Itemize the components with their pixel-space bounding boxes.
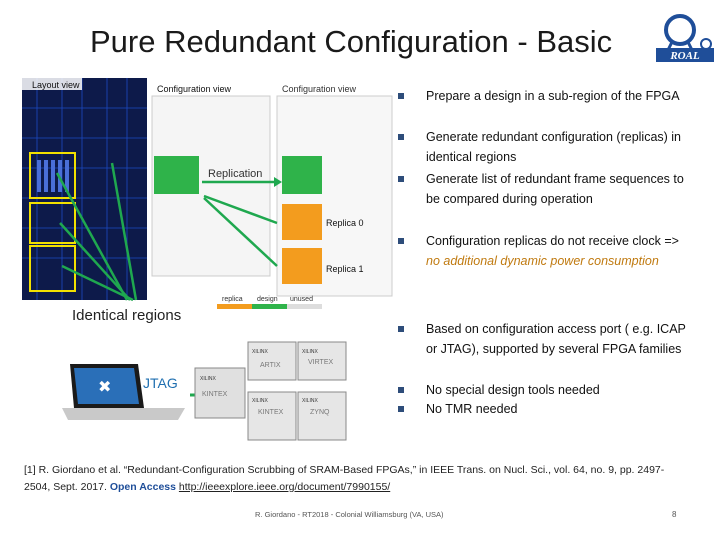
bullet-marker [398,406,404,412]
page-number: 8 [672,510,677,519]
svg-text:ARTIX: ARTIX [260,362,281,369]
bullet-text: Generate redundant configuration (replicas) in identical regions [426,130,682,164]
config-view-label-1: Configuration view [157,84,232,94]
svg-text:VIRTEX: VIRTEX [308,359,334,366]
jtag-label: JTAG [143,375,178,391]
replica1-label: Replica 1 [326,264,364,274]
bullet-text: No special design tools needed [426,383,600,397]
design-block-2 [282,156,322,194]
replica0-label: Replica 0 [326,218,364,228]
legend-replica: replica [222,296,243,303]
svg-text:XILINX: XILINX [252,398,268,404]
svg-text:XILINX: XILINX [302,398,318,404]
bullet-marker [398,387,404,393]
reference-text: [1] R. Giordano et al. “Redundant-Configuration Scrubbing of SRAM-Based FPGAs,” in IEEE Trans. on Nucl. Sci., vol. 64, no. 9, pp. 2497-2504, Sept. 2017. [24,464,665,493]
svg-text:XILINX: XILINX [200,376,216,382]
bullet-marker [398,93,404,99]
chip-kintex [248,392,296,440]
bullet-text: No TMR needed [426,402,518,416]
replica1-block [282,248,322,284]
reference [24,462,684,496]
legend-design: design [257,296,278,303]
svg-text:XILINX: XILINX [252,349,268,355]
bullet-text: Generate list of redundant frame sequences to be compared during operation [426,172,684,206]
svg-text:XILINX: XILINX [302,349,318,355]
bullet-marker [398,326,404,332]
bullet-marker [398,238,404,244]
replication-label: Replication [208,168,263,180]
design-block [154,156,199,194]
config-view-label-2: Configuration view [282,84,357,94]
chip-artix [248,342,296,380]
svg-text:ZYNQ: ZYNQ [310,409,330,416]
bullet-text: Configuration replicas do not receive clock => [426,234,679,248]
chip-zynq [298,392,346,440]
identical-regions-label: Identical regions [72,307,182,324]
bullet-marker [398,176,404,182]
configuration-figure [22,78,402,318]
svg-text:KINTEX: KINTEX [202,391,228,398]
logo-text: ROAL [670,50,700,62]
svg-text:KINTEX: KINTEX [258,409,284,416]
bullet-text: Based on configuration access port ( e.g. ICAP or JTAG), supported by several FPGA families [426,322,686,356]
bullet-text-with-highlight [426,231,694,271]
legend-unused: unused [290,296,313,303]
bullet-highlight: no additional dynamic power consumption [426,254,659,268]
laptop-icon [60,362,190,424]
roal-logo [650,8,720,68]
layout-view-label: Layout view [32,80,80,90]
reference-link[interactable]: http://ieeexplore.ieee.org/document/7990155/ [178,481,391,493]
chip-virtex [298,342,346,380]
bullet-marker [398,134,404,140]
replica0-block [282,204,322,240]
fpga-chips-image [190,340,350,450]
chip-kintex-large [195,368,245,418]
footer-text: R. Giordano - RT2018 - Colonial Williamsburg (VA, USA) [255,510,444,519]
open-access-label: Open Access [109,481,176,493]
bullet-text: Prepare a design in a sub-region of the FPGA [426,89,680,103]
tools-icon: ✖ [98,377,112,396]
slide-title: Pure Redundant Configuration - Basic [90,24,613,59]
